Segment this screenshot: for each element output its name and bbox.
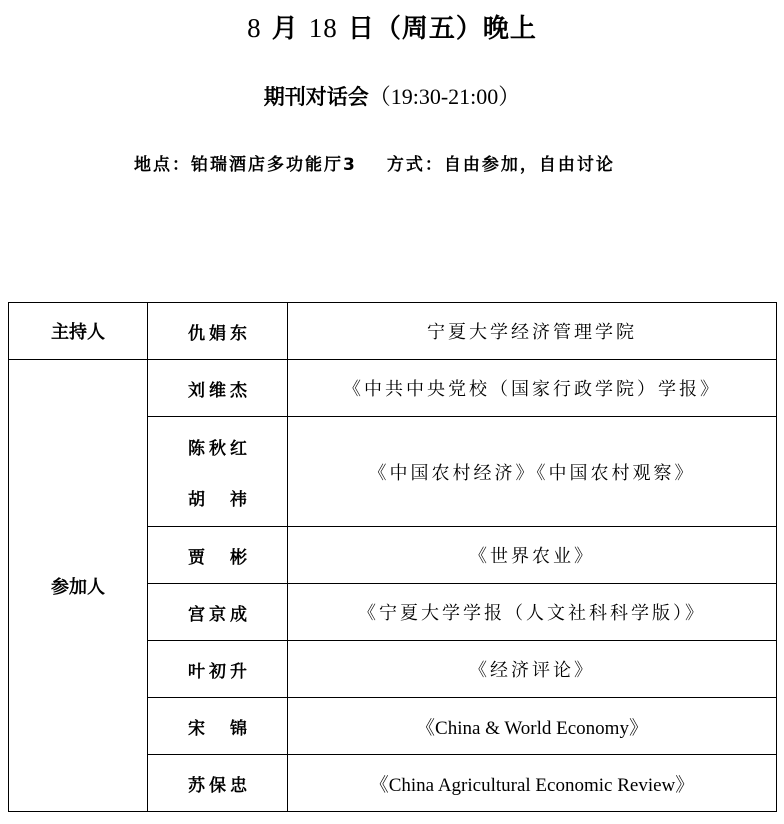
host-role-cell: 主持人 xyxy=(9,303,148,360)
journal-cell: 《China Agricultural Economic Review》 xyxy=(288,755,777,812)
participant-name: 刘维杰 xyxy=(188,380,251,401)
date-weekday: （周五）晚上 xyxy=(374,14,537,44)
format-value: 自由参加，自由讨论 xyxy=(443,155,615,175)
participant-name-cell xyxy=(148,698,288,755)
journal-cell: 《宁夏大学学报（人文社科科学版）》 xyxy=(288,584,777,641)
participant-name: 宫京成 xyxy=(188,604,251,625)
table-row xyxy=(9,360,777,417)
participant-name-cell xyxy=(148,360,288,417)
session-time: （19:30-21:00） xyxy=(368,84,521,109)
journal-cell: 《中国农村经济》《中国农村观察》 xyxy=(288,417,777,527)
date-month-number: 8 xyxy=(247,13,262,43)
participant-name: 苏保忠 xyxy=(188,775,251,796)
journal-cell: 《中共中央党校（国家行政学院）学报》 xyxy=(288,360,777,417)
session-name: 期刊对话会 xyxy=(263,85,369,109)
host-org-cell: 宁夏大学经济管理学院 xyxy=(288,303,777,360)
date-day-number: 18 xyxy=(308,13,338,43)
journal-cell: 《经济评论》 xyxy=(288,641,777,698)
participant-name: 贾 彬 xyxy=(188,547,251,568)
participant-name-cell xyxy=(148,641,288,698)
session-title xyxy=(0,80,784,111)
participants-role-cell: 参加人 xyxy=(9,360,148,812)
format-label: 方式： xyxy=(386,155,444,175)
participant-name: 陈秋红 xyxy=(188,438,251,459)
schedule-table xyxy=(8,302,777,812)
date-month-unit: 月 xyxy=(271,14,299,44)
participant-name-cell xyxy=(148,417,288,527)
location-label: 地点： xyxy=(134,155,191,175)
journal-cell: 《China & World Economy》 xyxy=(288,698,777,755)
date-day-unit: 日 xyxy=(347,14,375,44)
host-name-cell: 仇娟东 xyxy=(148,303,288,360)
table-row-host xyxy=(9,303,777,360)
participant-name-cell xyxy=(148,527,288,584)
session-meta xyxy=(134,150,615,175)
participant-name: 叶初升 xyxy=(188,661,251,682)
participant-name-cell xyxy=(148,584,288,641)
participant-name: 宋 锦 xyxy=(188,718,251,739)
participant-name: 胡 祎 xyxy=(188,489,251,510)
page-title xyxy=(0,8,784,45)
participant-name-cell xyxy=(148,755,288,812)
location-value: 铂瑞酒店多功能厅3 xyxy=(191,155,357,175)
journal-cell: 《世界农业》 xyxy=(288,527,777,584)
